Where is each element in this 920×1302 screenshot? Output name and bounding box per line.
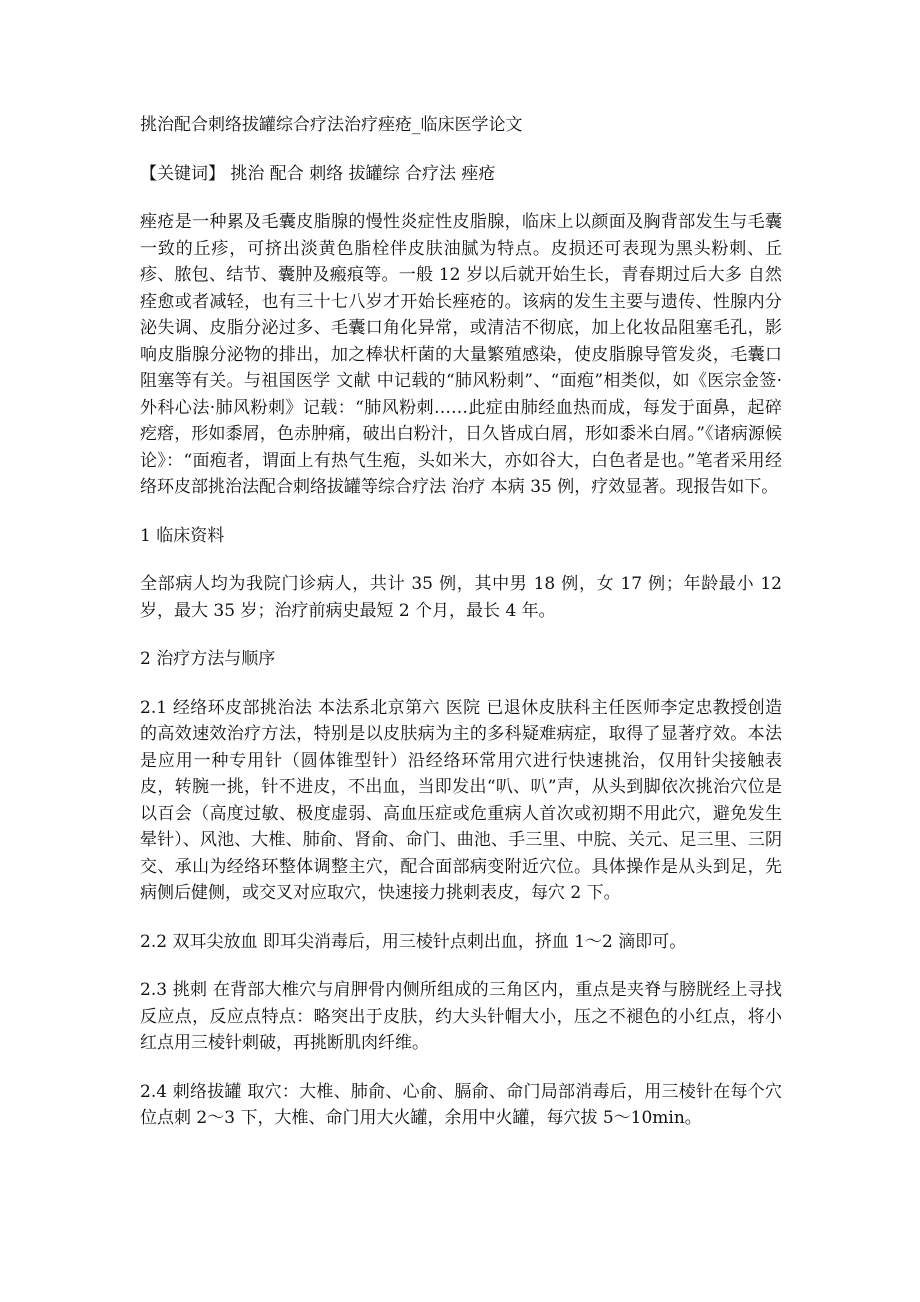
intro-paragraph: 痤疮是一种累及毛囊皮脂腺的慢性炎症性皮脂腺，临床上以颜面及胸背部发生与毛囊一致的丘疹，可挤出淡黄色脂栓伴皮肤油腻为特点。皮损还可表现为黑头粉刺、丘疹、脓包、结节、囊肿及瘢痕等。一般 12 岁以后就开始生长，青春期过后大多 自然 痊愈或者减轻，也有三十七八岁才开始长痤疮的。该病的发生主要与遗传、性腺内分泌失调、皮脂分泌过多、毛囊口角化异常，或清洁不彻底，加上化妆品阻塞毛孔，影响皮脂腺分泌物的排出，加之棒状杆菌的大量繁殖感染，使皮脂腺导管发炎，毛囊口阻塞等有关。与祖国医学 文献 中记载的“肺风粉刺”、“面疱”相类似，如《医宗金签·外科心法·肺风粉刺》记载：“肺风粉刺……此症由肺经血热而成，每发于面鼻，起碎疙瘩，形如黍屑，色赤肿痛，破出白粉汁，日久皆成白屑，形如黍米白屑。”《诸病源候论》：“面疱者，谓面上有热气生疱，头如米大，亦如谷大，白色者是也。”笔者采用经络环皮部挑治法配合刺络拔罐等综合疗法 治疗 本病 35 例，疗效显著。现报告如下。 [140,212,788,497]
document-title: 挑治配合刺络拔罐综合疗法治疗痤疮_临床医学论文 [140,115,523,135]
section-2-4-paragraph: 2.4 刺络拔罐 取穴：大椎、肺俞、心俞、膈俞、命门局部消毒后，用三棱针在每个穴位点刺 2～3 下，大椎、命门用大火罐，余用中火罐，每穴拔 5～10min。 [140,1081,782,1128]
section-2-heading: 2 治疗方法与顺序 [140,649,276,669]
section-2-1-paragraph: 2.1 经络环皮部挑治法 本法系北京第六 医院 已退休皮肤科主任医师李定忠教授创造的高效速效治疗方法，特别是以皮肤病为主的多科疑难病症，取得了显著疗效。本法是应用一种专用针（圆体锥型针）沿经络环常用穴进行快速挑治，仅用针尖接触表皮，转腕一挑，针不进皮，不出血，当即发出“叭、叭”声，从头到脚依次挑治穴位是以百会（高度过敏、极度虚弱、高血压症或危重病人首次或初期不用此穴，避免发生晕针）、风池、大椎、肺俞、肾俞、命门、曲池、手三里、中脘、关元、足三里、三阴交、承山为经络环整体调整主穴，配合面部病变附近穴位。具体操作是从头到足，先病侧后健侧，或交叉对应取穴，快速接力挑刺表皮，每穴 2 下。 [140,697,782,903]
keywords-line: 【关键词】 挑治 配合 刺络 拔罐综 合疗法 痤疮 [140,163,496,184]
section-1-paragraph: 全部病人均为我院门诊病人，共计 35 例，其中男 18 例，女 17 例；年龄最小 12 岁，最大 35 岁；治疗前病史最短 2 个月，最长 4 年。 [140,574,788,621]
document-page [140,112,788,1154]
section-2-2-paragraph: 2.2 双耳尖放血 即耳尖消毒后，用三棱针点刺出血，挤血 1～2 滴即可。 [140,931,687,952]
section-2-3-paragraph: 2.3 挑刺 在背部大椎穴与肩胛骨内侧所组成的三角区内，重点是夹脊与膀胱经上寻找反应点，反应点特点：略突出于皮肤，约大头针帽大小，压之不褪色的小红点，将小红点用三棱针刺破，再挑断肌肉纤维。 [140,980,782,1053]
section-1-heading: 1 临床资料 [140,525,225,546]
